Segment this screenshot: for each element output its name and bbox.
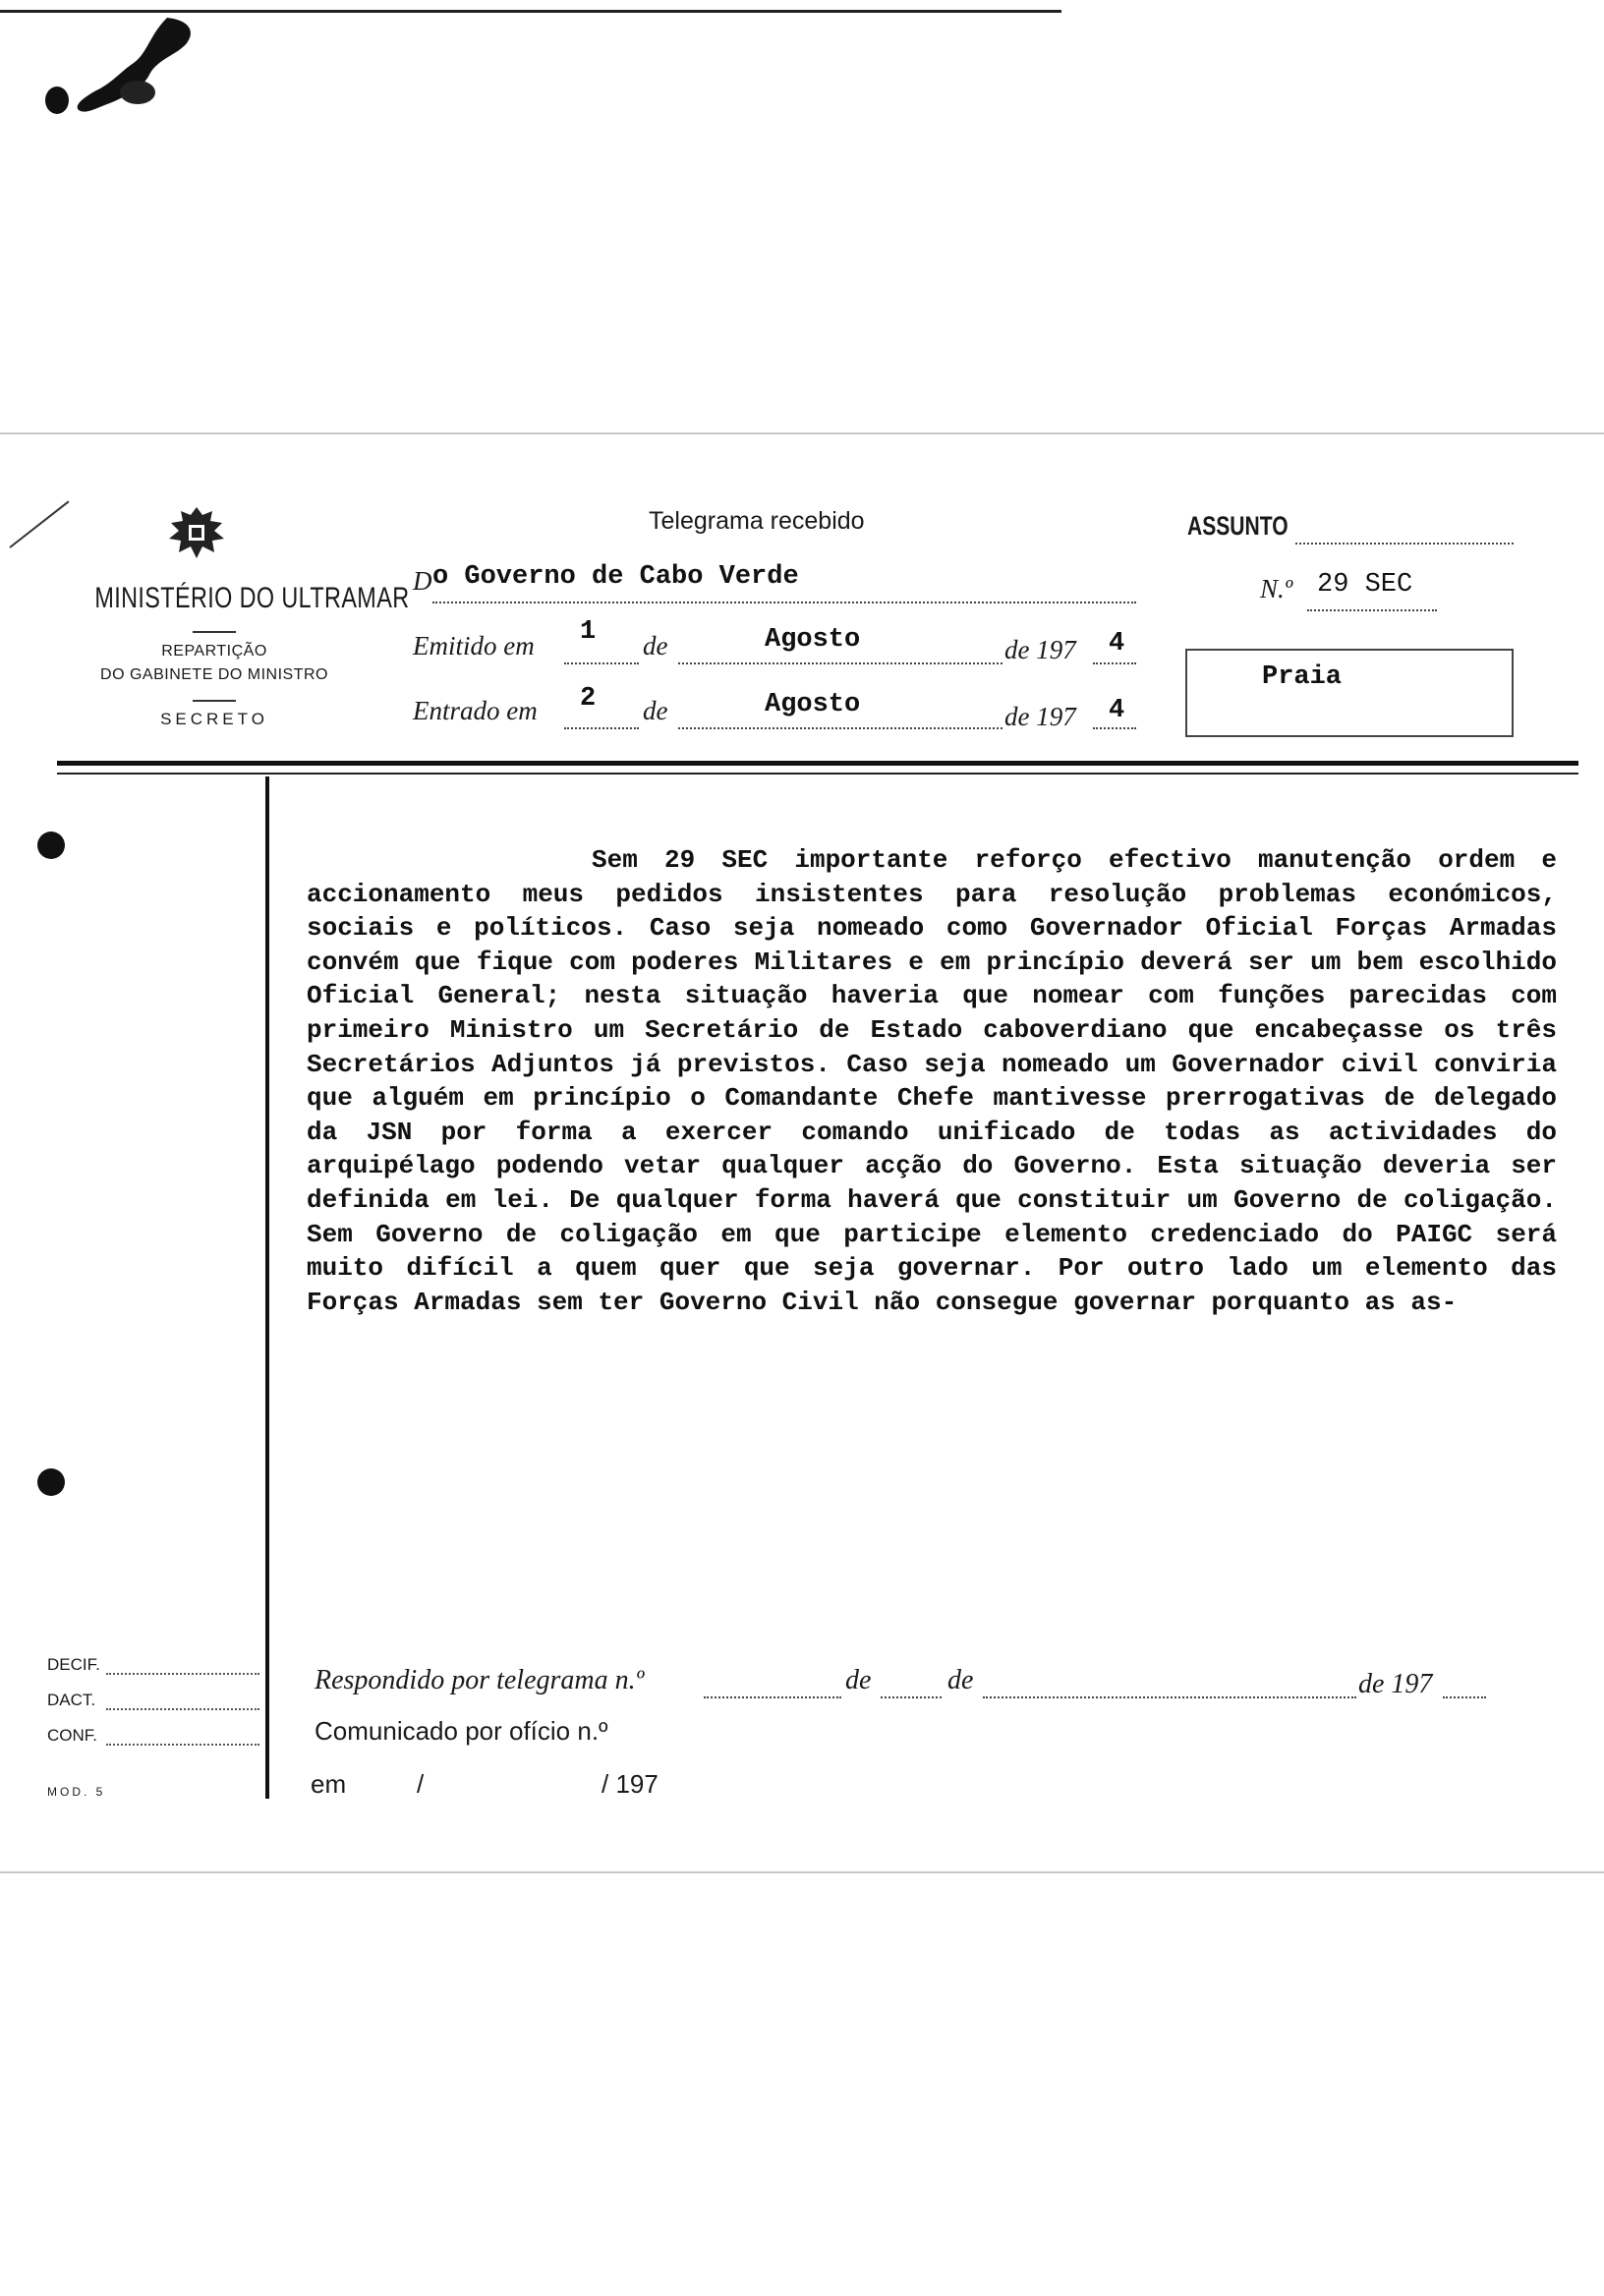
received-year-digit: 4 — [1109, 696, 1125, 725]
number-label: N.º — [1260, 574, 1293, 603]
telegram-body: Sem 29 SEC importante reforço efectivo manutenção ordem e accionamento meus pedidos insistentes para resolução problemas económicos, sociais e políticos. Caso seja nomeado como Governador Oficial Forças Armadas convém que fique com poderes Militares e em princípio deverá ser um bem escolhido Oficial General; nesta situação haveria que nomear com funções parecidas com primeiro Ministro um Secretário de Estado caboverdiano que encabeçasse os três Secretários Adjuntos já previstos. Caso seja nomeado um Governador civil conviria que alguém em princípio o Comandante Chefe mantivesse prerrogativas de delegado da JSN por forma a exercer comando unificado de todas as actividades do arquipélago podendo vetar qualquer acção do Governo. Esta situação deveria ser definida em lei. De qualquer forma haverá que constituir um Governo de coligação. Sem Governo de coligação em que participe elemento credenciado do PAIGC será muito difícil a quem quer que seja governar. Por outro lado um elemento das Forças Armadas sem ter Governo Civil não consegue governar porquanto as as- — [307, 845, 1557, 1317]
received-month-dots — [678, 727, 1002, 729]
emitted-month-dots — [678, 662, 1002, 664]
ink-blot — [39, 16, 206, 124]
received-day-dots — [564, 727, 639, 729]
em-label: em — [311, 1769, 347, 1799]
from-dots — [432, 602, 1136, 603]
from-value: o Governo de Cabo Verde — [432, 562, 799, 592]
answered-de-2: de — [947, 1665, 974, 1695]
form-title: Telegrama recebido — [649, 507, 865, 535]
decif-dots — [106, 1673, 259, 1675]
answered-month-dots — [983, 1696, 1356, 1698]
dact-dots — [106, 1708, 259, 1710]
received-month: Agosto — [765, 690, 861, 719]
department-underline — [193, 700, 236, 702]
year-end-label: / 197 — [602, 1769, 659, 1799]
emitted-year-label: de 197 — [1004, 635, 1076, 664]
conf-dots — [106, 1744, 259, 1746]
number-value: 29 SEC — [1317, 570, 1413, 600]
department-line-1: REPARTIÇÃO — [161, 643, 267, 660]
received-de: de — [643, 696, 668, 725]
place-value: Praia — [1262, 662, 1343, 692]
punch-hole-top — [37, 832, 65, 859]
subject-dots — [1295, 543, 1514, 545]
classification-label: SECRETO — [160, 710, 268, 728]
answered-label: Respondido por telegrama n.º — [315, 1665, 645, 1695]
ministry-name: MINISTÉRIO DO ULTRAMAR — [94, 582, 410, 614]
subject-label: ASSUNTO — [1187, 511, 1289, 541]
punch-hole-bottom — [37, 1468, 65, 1496]
answered-year-dots — [1443, 1696, 1486, 1698]
answered-number-dots — [704, 1696, 841, 1698]
received-year-label: de 197 — [1004, 702, 1076, 731]
model-label: MOD. 5 — [47, 1785, 106, 1799]
header-rule-thick — [57, 761, 1578, 766]
emitted-day-dots — [564, 662, 639, 664]
received-day: 2 — [580, 684, 597, 714]
emitted-de: de — [643, 631, 668, 660]
conf-label: CONF. — [47, 1726, 97, 1745]
department-line-2: DO GABINETE DO MINISTRO — [100, 666, 328, 683]
place-box — [1185, 649, 1514, 737]
emitted-month: Agosto — [765, 625, 861, 655]
emitted-year-digit: 4 — [1109, 629, 1125, 659]
communicated-label: Comunicado por ofício n.º — [315, 1716, 608, 1746]
answered-day-dots — [881, 1696, 942, 1698]
upper-tear-line — [0, 432, 1604, 434]
date-slash: / — [417, 1769, 425, 1799]
margin-stroke — [9, 500, 69, 547]
decif-label: DECIF. — [47, 1655, 100, 1674]
emitted-day: 1 — [580, 617, 597, 647]
coat-of-arms-icon — [165, 505, 228, 560]
from-label: D — [413, 566, 432, 596]
answered-de-1: de — [845, 1665, 872, 1695]
lower-tear-line — [0, 1871, 1604, 1873]
dact-label: DACT. — [47, 1691, 96, 1709]
header-rule-thin — [57, 773, 1578, 775]
received-year-dots — [1093, 727, 1136, 729]
top-edge-line — [0, 10, 1061, 13]
number-dots — [1307, 609, 1437, 611]
emitted-year-dots — [1093, 662, 1136, 664]
received-label: Entrado em — [413, 696, 538, 725]
ministry-underline — [193, 631, 236, 633]
answered-year-label: de 197 — [1358, 1669, 1433, 1699]
emitted-label: Emitido em — [413, 631, 535, 660]
margin-vertical-rule — [265, 776, 269, 1799]
